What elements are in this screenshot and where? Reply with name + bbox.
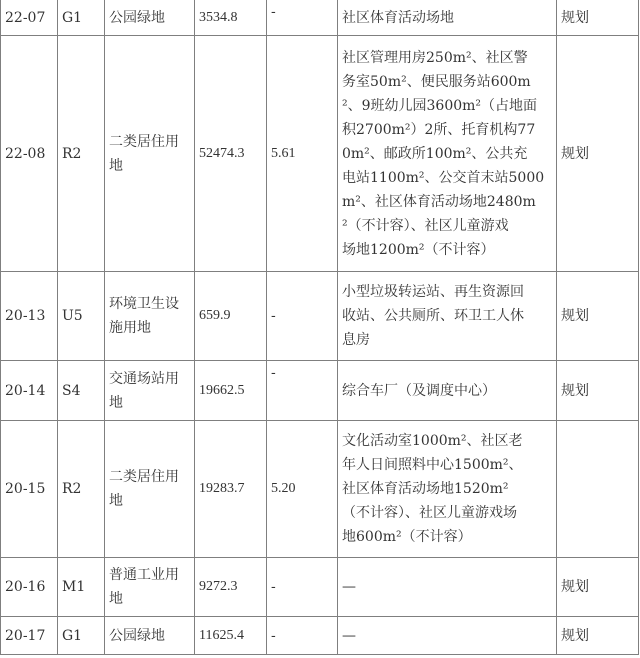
land-use-name: 公园绿地 — [105, 0, 195, 36]
land-use-name: 二类居住用 地 — [105, 36, 195, 272]
table-row — [1, 272, 639, 361]
floor-area-ratio: - — [267, 272, 338, 361]
plot-code: 22-08 — [1, 36, 58, 272]
floor-area-ratio: 5.20 — [267, 421, 338, 558]
floor-area-ratio: - — [267, 0, 338, 36]
floor-area-ratio: - — [267, 617, 338, 655]
status: 规划 — [557, 0, 639, 36]
plot-code: 20-15 — [1, 421, 58, 558]
table-row — [1, 36, 639, 272]
facilities: — — [338, 617, 557, 655]
land-type-code: U5 — [58, 272, 105, 361]
land-use-name: 交通场站用 地 — [105, 361, 195, 421]
table-row — [1, 617, 639, 655]
table-row — [1, 361, 639, 421]
table-row — [1, 0, 639, 36]
floor-area-ratio: 5.61 — [267, 36, 338, 272]
land-type-code: G1 — [58, 0, 105, 36]
land-type-code: R2 — [58, 36, 105, 272]
floor-area-ratio: - — [267, 558, 338, 617]
status: 规划 — [557, 558, 639, 617]
table-row — [1, 421, 639, 558]
plot-code: 20-17 — [1, 617, 58, 655]
land-type-code: G1 — [58, 617, 105, 655]
floor-area-ratio: - — [267, 361, 338, 421]
status: 规划 — [557, 36, 639, 272]
facilities: 社区体育活动场地 — [338, 0, 557, 36]
land-use-name: 公园绿地 — [105, 617, 195, 655]
facilities: 文化活动室1000m²、社区老 年人日间照料中心1500m²、 社区体育活动场地1520m² （不计容）、社区儿童游戏场 地600m²（不计容） — [338, 421, 557, 558]
facilities: 社区管理用房250m²、社区警 务室50m²、便民服务站600m ²、9班幼儿园3600m²（占地面 积2700m²）2所、托育机构77 0m²、邮政所100m²、公共充 电站1100m²、公交首末站5000 m²、社区体育活动场地2480m ²（不计容）、社区儿童游戏 场地1200m²（不计容） — [338, 36, 557, 272]
land-type-code: M1 — [58, 558, 105, 617]
land-use-name: 普通工业用 地 — [105, 558, 195, 617]
facilities: — — [338, 558, 557, 617]
land-use-name: 环境卫生设 施用地 — [105, 272, 195, 361]
land-area: 11625.4 — [195, 617, 267, 655]
land-area: 3534.8 — [195, 0, 267, 36]
land-area: 19662.5 — [195, 361, 267, 421]
land-use-name: 二类居住用 地 — [105, 421, 195, 558]
plot-code: 20-13 — [1, 272, 58, 361]
land-area: 9272.3 — [195, 558, 267, 617]
plot-code: 20-14 — [1, 361, 58, 421]
table-row — [1, 558, 639, 617]
plot-code: 22-07 — [1, 0, 58, 36]
status: 规划 — [557, 361, 639, 421]
land-area: 19283.7 — [195, 421, 267, 558]
plot-code: 20-16 — [1, 558, 58, 617]
land-area: 52474.3 — [195, 36, 267, 272]
status — [557, 421, 639, 558]
status: 规划 — [557, 272, 639, 361]
facilities: 小型垃圾转运站、再生资源回 收站、公共厕所、环卫工人休 息房 — [338, 272, 557, 361]
land-area: 659.9 — [195, 272, 267, 361]
facilities: 综合车厂（及调度中心） — [338, 361, 557, 421]
land-type-code: R2 — [58, 421, 105, 558]
land-type-code: S4 — [58, 361, 105, 421]
status: 规划 — [557, 617, 639, 655]
